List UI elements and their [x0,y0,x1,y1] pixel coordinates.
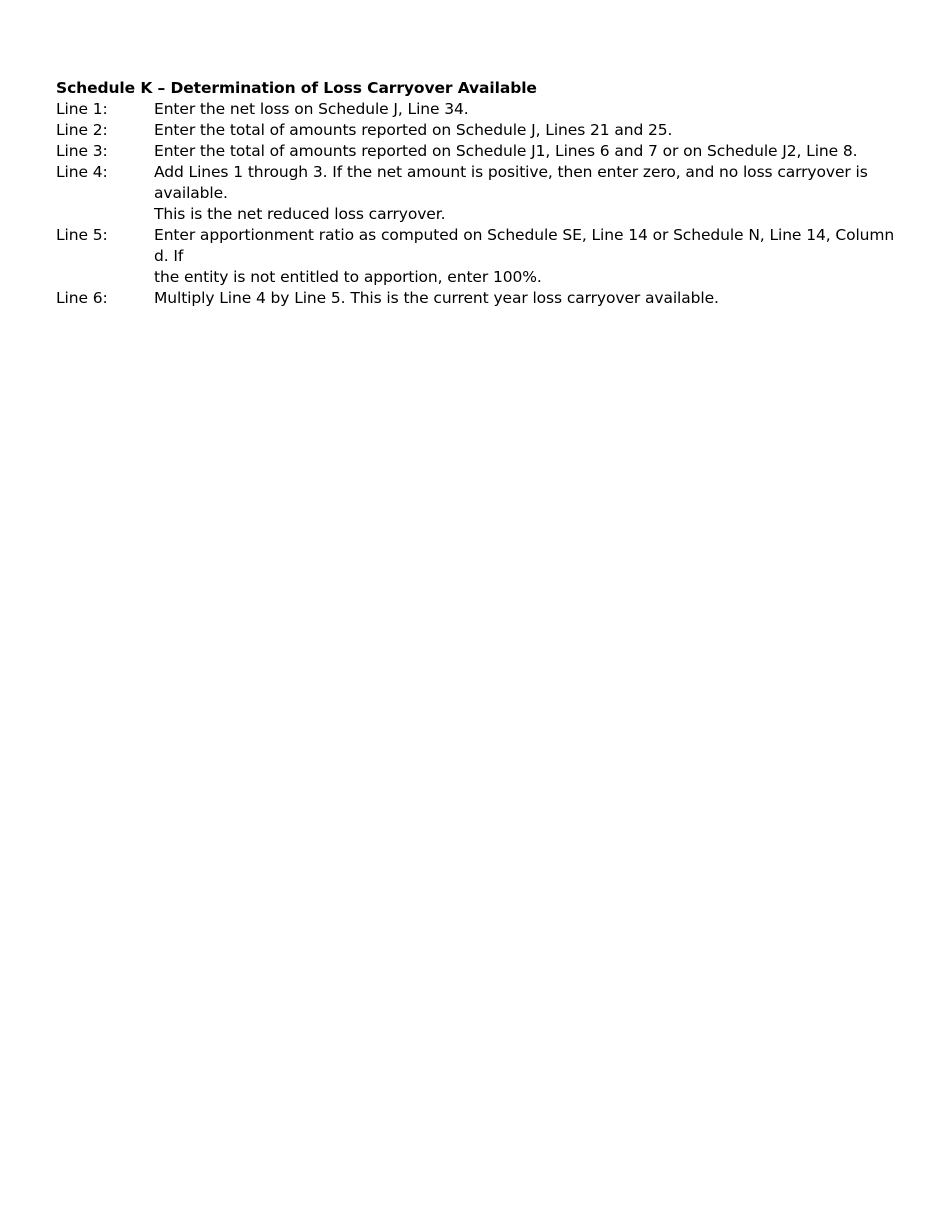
line-label: Line 4: [56,163,108,181]
line-label: Line 2: [56,121,108,139]
line-label: Line 3: [56,142,108,160]
line-text: Add Lines 1 through 3. If the net amount is positive, then enter zero, and no loss carryover is available. This is the net reduced loss carryover. [154,163,868,223]
schedule-title: Schedule K – Determination of Loss Carryover Available [56,79,537,97]
line-text: Enter apportionment ratio as computed on Schedule SE, Line 14 or Schedule N, Line 14, Column d. If the entity is not entitled to apportion, enter 100%. [154,226,895,286]
instruction-lines [56,99,906,309]
line-text: Multiply Line 4 by Line 5. This is the current year loss carryover available. [154,289,719,307]
line-label: Line 1: [56,100,108,118]
instruction-line-1 [56,99,906,120]
instruction-line-4 [56,162,906,225]
line-text: Enter the total of amounts reported on Schedule J1, Lines 6 and 7 or on Schedule J2, Line 8. [154,142,858,160]
document-page [56,78,906,309]
line-label: Line 6: [56,289,108,307]
instruction-line-2 [56,120,906,141]
line-label: Line 5: [56,226,108,244]
line-text: Enter the net loss on Schedule J, Line 34. [154,100,469,118]
line-text: Enter the total of amounts reported on Schedule J, Lines 21 and 25. [154,121,673,139]
instruction-line-6 [56,288,906,309]
instruction-line-3 [56,141,906,162]
instruction-line-5 [56,225,906,288]
